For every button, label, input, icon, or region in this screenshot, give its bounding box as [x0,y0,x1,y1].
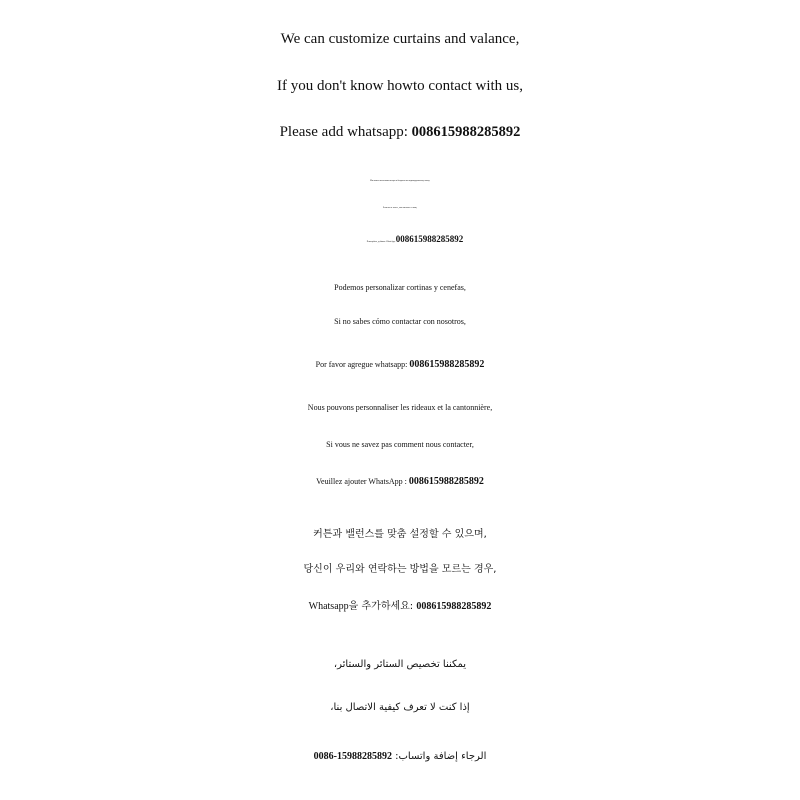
korean-whatsapp-number: 008615988285892 [416,601,492,612]
spanish-line-1: Podemos personalizar cortinas y cenefas, [334,283,466,292]
russian-line-2: Если вы не знаете, как связаться с нами, [382,207,418,209]
english-line-1: We can customize curtains and valance, [280,31,520,47]
french-line-2: Si vous ne savez pas comment nous contacter, [326,440,474,449]
english-line-3 [0,125,800,140]
arabic-whatsapp-label: الرجاء إضافة واتساب: [391,751,487,762]
korean-line-2: 당신이 우리와 연락하는 방법을 모르는 경우, [303,564,497,575]
spanish-whatsapp-number: 008615988285892 [409,359,485,370]
english-whatsapp-number: 008615988285892 [411,124,521,140]
arabic-line-1: يمكننا تخصيص الستائر والستائر، [333,659,467,670]
french-line-1: Nous pouvons personnaliser les rideaux et la cantonnière, [307,403,493,412]
arabic-line-3 [0,752,800,762]
french-whatsapp-number: 008615988285892 [408,476,484,487]
russian-whatsapp-number: 008615988285892 [395,234,464,244]
spanish-whatsapp-label: Por favor agregue whatsapp: [315,360,410,369]
korean-whatsapp-word: Whatsapp [308,601,349,612]
russian-line-1: Мы можем изготовить шторы и балдахин по индивидуальному заказу. [370,180,430,182]
french-line-3 [0,477,800,487]
spanish-line-3 [0,360,800,370]
korean-line-3 [0,602,800,612]
english-line-2: If you don't know howto contact with us, [276,78,523,94]
arabic-whatsapp-number: 0086-15988285892 [313,751,392,762]
french-whatsapp-label: Veuillez ajouter WhatsApp : [316,477,409,486]
russian-whatsapp-label: Пожалуйста, добавьте WhatsApp: [366,241,396,243]
english-whatsapp-label: Please add whatsapp: [279,124,412,140]
spanish-line-2: Si no sabes cómo contactar con nosotros, [334,317,466,326]
korean-whatsapp-label: 을 추가하세요: [348,601,417,612]
korean-line-1: 커튼과 밸런스를 맞춤 설정할 수 있으며, [313,529,487,540]
arabic-line-2: إذا كنت لا تعرف كيفية الاتصال بنا، [330,702,470,713]
russian-line-3 [0,235,800,244]
